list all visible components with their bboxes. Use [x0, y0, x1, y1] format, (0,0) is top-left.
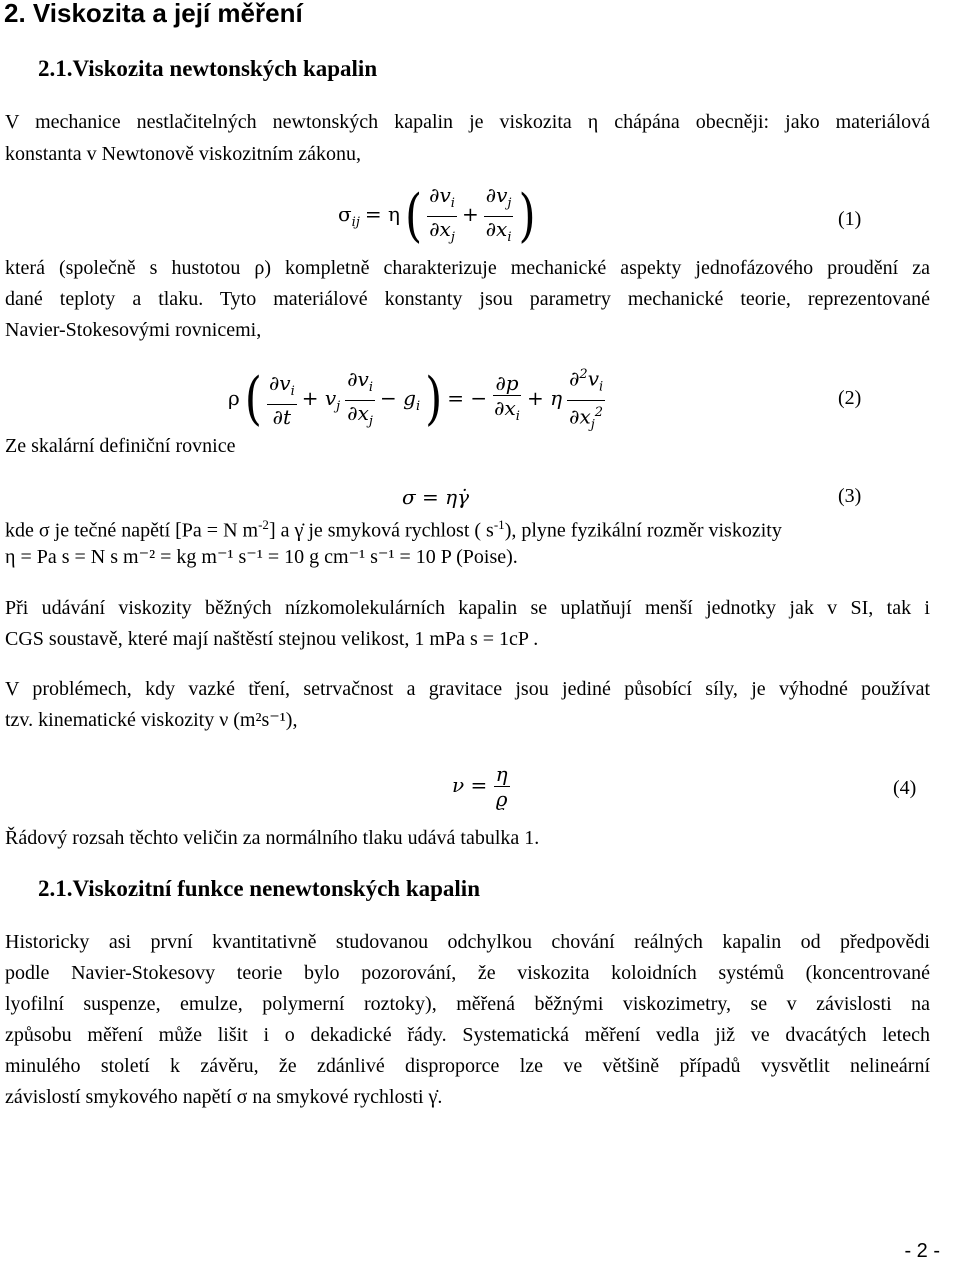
paragraph-line: dané teploty a tlaku. Tyto materiálové konstanty jsou parametry mechanické teorie, reprezentované [5, 288, 930, 310]
paragraph-line: kde σ je tečné napětí [Pa = N $m^{-2}$] a γ̇ je smyková rychlost ( $s^{-1}$), plyne fyzikální rozměr viskozity [5, 517, 782, 542]
equation-1: $\sigma_{ij} = \eta$ ( $\frac{\partial v_i}{\partial x_j}$ + $\frac{\partial v_j}{\partial x_i}$ ) [338, 182, 536, 249]
paragraph-line: CGS soustavě, které mají naštěstí stejnou velikost, 1 mPa s = 1cP . [5, 628, 539, 650]
paragraph-line: způsobu měření může lišit i o dekadické řády. Systematická měření vedla již ve dvacátých letech [5, 1024, 930, 1046]
chapter-heading: 2. Viskozita a její měření [4, 0, 303, 28]
eq1-equals-eta: = η [364, 202, 400, 227]
paragraph-line: která (společně s hustotou ρ) kompletně charakterizuje mechanické aspekty jednofázového proudění za [5, 257, 930, 279]
eq2-rho: ρ [228, 385, 240, 410]
eq1-sub: ij [351, 215, 360, 231]
section-heading-nonnewtonian: 2.1.Viskozitní funkce nenewtonských kapalin [38, 876, 480, 901]
equation-number: (1) [838, 208, 862, 230]
paragraph-line: η = Pa s = N s m⁻² = kg m⁻¹ s⁻¹ = 10 g cm⁻¹ s⁻¹ = 10 P (Poise). [5, 546, 518, 568]
paragraph-line: Řádový rozsah těchto veličin za normálního tlaku udává tabulka 1. [5, 827, 540, 849]
paragraph-line: Historicky asi první kvantitativně studovanou odchylkou chování reálných kapalin od předpovědi [5, 931, 930, 953]
equation-3: σ = ηγ̇ [402, 485, 470, 509]
paragraph-line: minulého století k závěru, že zdánlivé disproporce lze ve většině případů vysvětlit nelineární [5, 1055, 930, 1077]
paragraph-line: závislostí smykového napětí σ na smykové rychlosti γ̇. [5, 1086, 443, 1108]
paragraph-line: lyofilní suspenze, emulze, polymerní roztoky), měřená běžnými viskozimetry, se v závislosti na [5, 993, 930, 1015]
paragraph-line: podle Navier-Stokesovy teorie bylo pozorování, že viskozita koloidních systémů (koncentrované [5, 962, 930, 984]
paragraph-line: Navier-Stokesovými rovnicemi, [5, 319, 262, 341]
paragraph-line: Ze skalární definiční rovnice [5, 435, 236, 457]
paragraph-line: konstanta v Newtonově viskozitním zákonu, [5, 143, 362, 165]
paragraph-line: V problémech, kdy vazké tření, setrvačnost a gravitace jsou jediné působící síly, je výhodné používat [5, 678, 930, 700]
eq1-sigma: σ [338, 202, 352, 227]
section-heading-newtonian: 2.1.Viskozita newtonských kapalin [38, 56, 378, 81]
paragraph-line: V mechanice nestlačitelných newtonských kapalin je viskozita η chápána obecněji: jako materiálová [5, 111, 930, 133]
equation-2: ρ ( $\frac{\partial v_i}{\partial t}$ + $v_j$ $\frac{\partial v_i}{\partial x_j}$ − $g_i$ ) = − $\frac{\partial p}{\partial x_i}$ + η $\frac{\partial^2v_i}{\partial x_j^2}$ [228, 363, 605, 437]
equation-number: (4) [893, 777, 917, 799]
equation-number: (3) [838, 485, 862, 507]
equation-number: (2) [838, 387, 862, 409]
equation-4: ν = $\frac{\eta}{ϱ}$ [452, 762, 508, 811]
paragraph-line: Při udávání viskozity běžných nízkomolekulárních kapalin se uplatňují menší jednotky jak v SI, tak i [5, 597, 930, 619]
page-number: - 2 - [904, 1240, 940, 1262]
paragraph-line: tzv. kinematické viskozity ν (m²s⁻¹), [5, 709, 298, 731]
